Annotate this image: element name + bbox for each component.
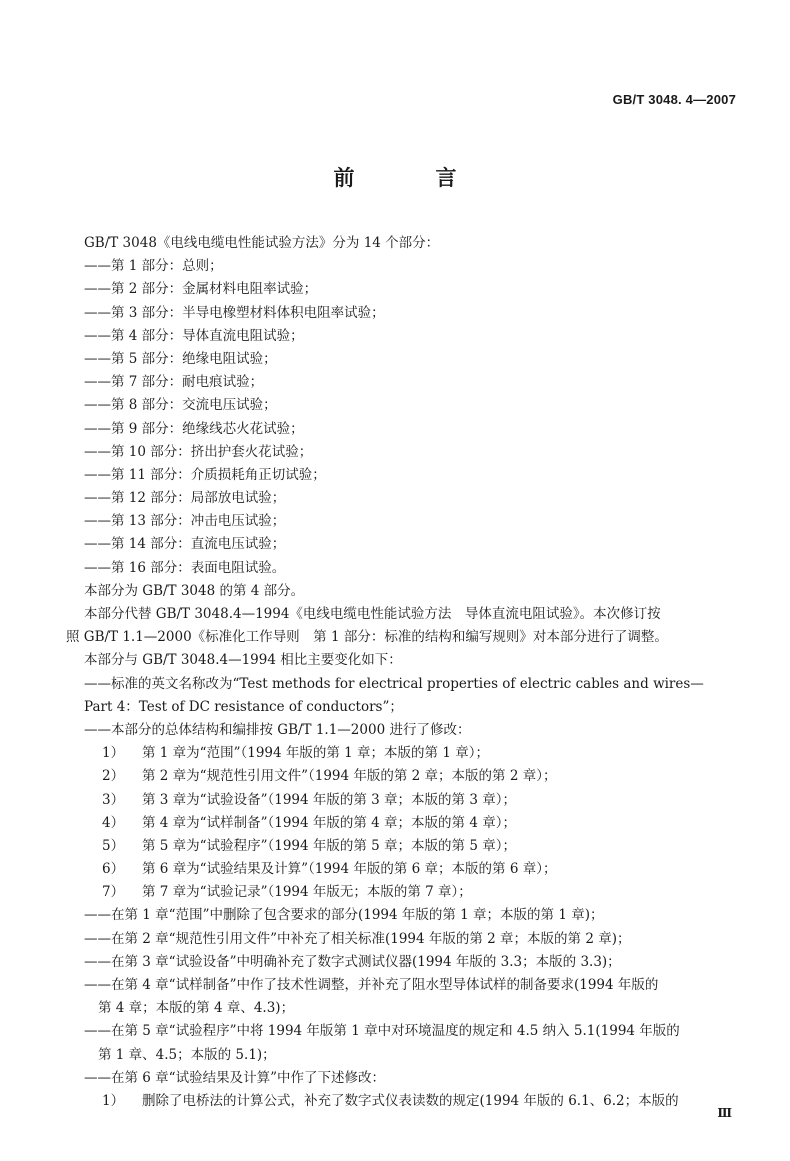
text-line <box>66 789 740 812</box>
line-text: GB/T 3048《电线电缆电性能试验方法》分为 14 个部分： <box>84 235 440 251</box>
line-text: ——第 7 部分：耐电痕试验； <box>84 374 264 391</box>
line-text: ——第 8 部分：交流电压试验； <box>84 397 277 414</box>
text-line <box>66 881 740 904</box>
text-line <box>66 487 740 510</box>
list-number: 7） <box>102 884 125 901</box>
text-line <box>66 441 740 464</box>
text-line <box>66 603 740 626</box>
text-line <box>66 325 740 348</box>
text-line <box>66 510 740 533</box>
text-line <box>66 858 740 881</box>
text-line <box>66 1020 740 1043</box>
line-text: Part 4：Test of DC resistance of conductors”； <box>84 698 403 715</box>
text-line <box>66 580 740 603</box>
document-body <box>66 232 740 1113</box>
line-text: 第 7 章为“试验记录”（1994 年版无；本版的第 7 章）； <box>142 884 472 901</box>
list-number: 4） <box>102 814 125 831</box>
line-text: 第 4 章；本版的第 4 章、4.3)； <box>98 1000 295 1017</box>
line-text: ——在第 3 章“试验设备”中明确补充了数字式测试仪器(1994 年版的 3.3；本版的 3.3)； <box>84 953 621 970</box>
line-text: ——第 13 部分：冲击电压试验； <box>84 513 286 530</box>
list-number: 6） <box>102 861 125 878</box>
line-text: 第 6 章为“试验结果及计算”（1994 年版的第 6 章；本版的第 6 章）； <box>142 861 557 878</box>
text-line <box>66 464 740 487</box>
text-line <box>66 812 740 835</box>
text-line <box>66 1067 740 1090</box>
page-number: Ⅲ <box>717 1106 732 1120</box>
text-line <box>66 742 740 765</box>
text-line <box>66 904 740 927</box>
list-number: 5） <box>102 837 125 854</box>
line-text: ——在第 2 章“规范性引用文件”中补充了相关标准(1994 年版的第 2 章；本版的第 2 章)； <box>84 930 631 947</box>
line-text: 本部分为 GB/T 3048 的第 4 部分。 <box>84 582 305 599</box>
line-text: ——第 11 部分：介质损耗角正切试验； <box>84 466 326 483</box>
line-text: 第 1 章、4.5；本版的 5.1)； <box>98 1046 276 1063</box>
text-line <box>66 997 740 1020</box>
text-line <box>66 232 740 255</box>
line-text: 第 1 章为“范围”（1994 年版的第 1 章；本版的第 1 章）； <box>142 745 489 762</box>
line-text: 本部分代替 GB/T 3048.4—1994《电线电缆电性能试验方法 导体直流电阻试验》。本次修订按 <box>84 606 661 622</box>
text-line <box>66 255 740 278</box>
text-line <box>66 1044 740 1067</box>
text-line <box>66 649 740 672</box>
line-text: 第 5 章为“试验程序”（1994 年版的第 5 章；本版的第 5 章）； <box>142 837 516 854</box>
line-text: 本部分与 GB/T 3048.4—1994 相比主要变化如下： <box>84 652 402 669</box>
line-text: 照 GB/T 1.1—2000《标准化工作导则 第 1 部分：标准的结构和编写规则》对本部分进行了调整。 <box>66 629 668 646</box>
text-line <box>66 418 740 441</box>
text-line <box>66 835 740 858</box>
text-line <box>66 371 740 394</box>
line-text: ——第 5 部分：绝缘电阻试验； <box>84 350 277 367</box>
line-text: ——第 12 部分：局部放电试验； <box>84 490 286 507</box>
text-line <box>66 974 740 997</box>
line-text: ——第 3 部分：半导电橡塑材料体积电阻率试验； <box>84 304 385 321</box>
line-text: 第 2 章为“规范性引用文件”（1994 年版的第 2 章；本版的第 2 章）； <box>142 768 557 785</box>
line-text: ——第 16 部分：表面电阻试验。 <box>84 559 286 576</box>
text-line <box>66 1090 740 1113</box>
text-line <box>66 278 740 301</box>
line-text: ——第 9 部分：绝缘线芯火花试验； <box>84 420 304 437</box>
standard-number: GB/T 3048. 4—2007 <box>612 92 736 107</box>
line-text: ——第 2 部分：金属材料电阻率试验； <box>84 281 318 298</box>
text-line <box>66 626 740 649</box>
list-number: 2） <box>102 768 125 785</box>
list-number: 3） <box>102 791 125 808</box>
list-number: 1） <box>102 1092 125 1109</box>
text-line <box>66 719 740 742</box>
text-line <box>66 557 740 580</box>
line-text: ——第 14 部分：直流电压试验； <box>84 536 286 553</box>
page-title: 前 言 <box>333 166 487 190</box>
text-line <box>66 696 740 719</box>
list-number: 1） <box>102 745 125 762</box>
text-line <box>66 673 740 696</box>
line-text: 第 4 章为“试样制备”（1994 年版的第 4 章；本版的第 4 章）； <box>142 814 516 831</box>
line-text: ——第 4 部分：导体直流电阻试验； <box>84 327 304 344</box>
line-text: 删除了电桥法的计算公式，补充了数字式仪表读数的规定(1994 年版的 6.1、6.2；本版的 <box>142 1092 679 1109</box>
line-text: ——标准的英文名称改为“Test methods for electrical properties of electric cables and wires— <box>84 675 704 692</box>
line-text: ——在第 1 章“范围”中删除了包含要求的部分(1994 年版的第 1 章；本版的第 1 章)； <box>84 907 604 924</box>
text-line <box>66 348 740 371</box>
line-text: 第 3 章为“试验设备”（1994 年版的第 3 章；本版的第 3 章）； <box>142 791 516 808</box>
line-text: ——第 1 部分：总则； <box>84 258 223 275</box>
text-line <box>66 533 740 556</box>
line-text: ——第 10 部分：挤出护套火花试验； <box>84 443 313 460</box>
text-line <box>66 928 740 951</box>
text-line <box>66 394 740 417</box>
line-text: ——在第 4 章“试样制备”中作了技术性调整，并补充了阻水型导体试样的制备要求(1994 年版的 <box>84 977 659 993</box>
line-text: ——本部分的总体结构和编排按 GB/T 1.1—2000 进行了修改： <box>84 721 471 738</box>
line-text: ——在第 6 章“试验结果及计算”中作了下述修改： <box>84 1069 385 1086</box>
text-line <box>66 302 740 325</box>
text-line <box>66 951 740 974</box>
text-line <box>66 765 740 788</box>
line-text: ——在第 5 章“试验程序”中将 1994 年版第 1 章中对环境温度的规定和 4.5 纳入 5.1(1994 年版的 <box>84 1023 680 1040</box>
